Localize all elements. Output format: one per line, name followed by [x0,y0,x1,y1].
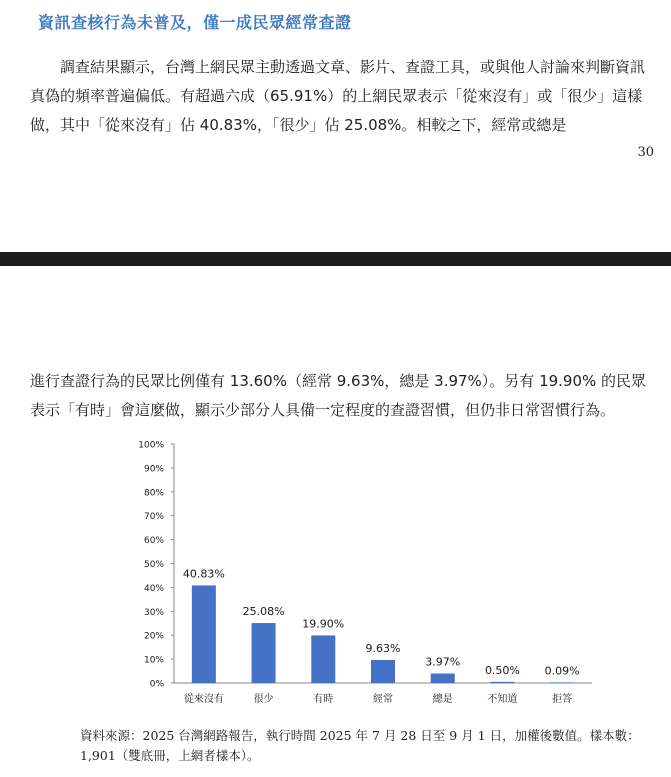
section-heading: 資訊查核行為未普及，僅一成民眾經常查證 [38,13,352,32]
data-label: 3.97% [425,655,461,669]
category-label: 有時 [313,694,334,705]
page-number: 30 [637,145,654,160]
y-tick-label: 30% [143,607,164,618]
y-tick-label: 0% [149,679,164,690]
bar [252,623,276,683]
data-label: 40.83% [182,567,225,581]
y-tick-label: 70% [143,512,164,523]
paragraph-2-block [30,367,656,425]
y-tick-label: 40% [143,583,164,594]
bar [371,660,395,683]
category-label: 經常 [373,694,393,705]
y-tick-label: 10% [143,655,164,666]
category-label: 不知道 [487,694,518,705]
bar [490,682,514,683]
category-label: 總是 [432,694,453,705]
category-label: 從來沒有 [183,694,224,705]
y-tick-label: 60% [143,536,164,547]
category-label: 拒答 [552,694,573,705]
data-label: 19.90% [302,617,345,631]
data-label: 0.50% [484,663,520,677]
paragraph-2: 進行查證行為的民眾比例僅有 13.60%（經常 9.63%，總是 3.97%）。另有 19.90% 的民眾表示「有時」會這麼做，顯示少部分人具備一定程度的查證習慣，但仍非日常習慣行為。 [30,372,647,419]
y-tick-label: 90% [143,464,164,475]
y-tick-label: 100% [138,440,164,451]
source-note: 資料來源：2025 台灣網路報告，執行時間 2025 年 7 月 28 日至 9 月 1 日，加權後數值。樣本數：1,901（雙底冊，上網者樣本）。 [80,728,640,763]
category-label: 很少 [253,694,274,705]
bar [550,682,574,683]
data-label: 0.09% [544,664,580,678]
paragraph-1-block [30,53,656,140]
bar [311,635,335,683]
bar [192,585,216,683]
paragraph-1: 調查結果顯示，台灣上網民眾主動透過文章、影片、查證工具，或與他人討論來判斷資訊真偽的頻率普遍偏低。有超過六成（65.91%）的上網民眾表示「從來沒有」或「很少」這樣做，其中「從來沒有」佔 40.83%，「很少」佔 25.08%。相較之下，經常或總是 [30,58,646,134]
bar-chart [130,432,600,717]
y-tick-label: 20% [143,631,164,642]
y-tick-label: 80% [143,488,164,499]
bar [431,674,455,683]
data-label: 25.08% [242,605,285,619]
page-divider [0,252,671,266]
data-label: 9.63% [365,641,401,655]
y-tick-label: 50% [143,560,164,570]
